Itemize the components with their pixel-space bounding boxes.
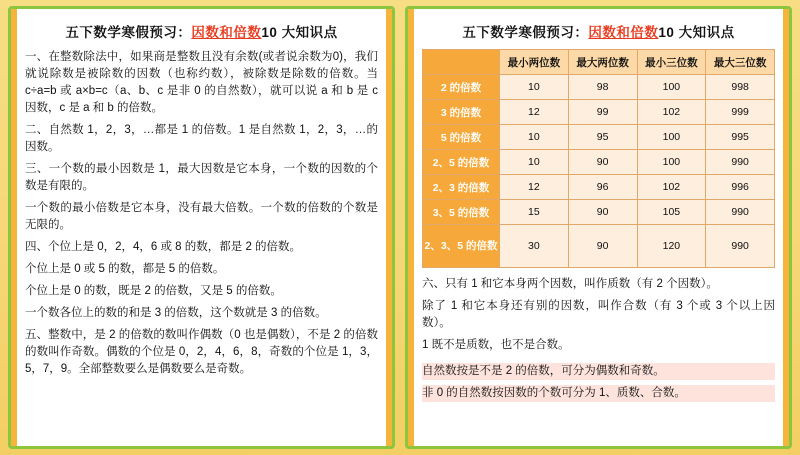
multiples-table [422, 49, 775, 268]
table-row-label-3: 2、5 的倍数 [423, 150, 500, 175]
table-cell-1-2: 102 [637, 100, 706, 125]
table-cell-6-1: 90 [568, 225, 637, 268]
left-paragraph-4: 一个数的最小倍数是它本身，没有最大倍数。一个数的倍数的个数是无限的。 [25, 202, 378, 231]
table-cell-1-3: 999 [706, 100, 775, 125]
table-cell-5-0: 15 [500, 200, 569, 225]
table-row-label-6: 2、3、5 的倍数 [423, 225, 500, 268]
table-cell-3-0: 10 [500, 150, 569, 175]
table-row-label-4: 2、3 的倍数 [423, 175, 500, 200]
left-paragraph-1: 一、在整数除法中，如果商是整数且没有余数(或者说余数为0)，我们就说除数是被除数的因数（也称约数），被除数是除数的倍数。当 c÷a=b 或 a×b=c（a、b、c 是非 0 的自然数），就可以说 a 和 b 是 c 因数，c 是 a 和 b 的倍数。 [25, 51, 378, 114]
right-title-suffix: 10 大知识点 [658, 25, 735, 40]
table-col-header-0: 最小两位数 [500, 50, 569, 75]
table-cell-4-3: 996 [706, 175, 775, 200]
table-body [423, 75, 775, 268]
left-card-content [21, 21, 382, 378]
table-row [423, 100, 775, 125]
table-cell-0-2: 100 [637, 75, 706, 100]
right-card [405, 6, 792, 449]
table-row-label-2: 5 的倍数 [423, 125, 500, 150]
table-row [423, 200, 775, 225]
table-row [423, 150, 775, 175]
table-row [423, 125, 775, 150]
table-cell-4-2: 102 [637, 175, 706, 200]
right-paragraph-2: 除了 1 和它本身还有别的因数，叫作合数（有 3 个或 3 个以上因数）。 [422, 300, 775, 329]
table-cell-0-0: 10 [500, 75, 569, 100]
table-head [423, 50, 775, 75]
table-cell-2-0: 10 [500, 125, 569, 150]
table-cell-4-1: 96 [568, 175, 637, 200]
left-paragraph-8: 一个数各位上的数的和是 3 的倍数，这个数就是 3 的倍数。 [25, 307, 327, 319]
right-card-content [418, 21, 779, 402]
table-row-label-0: 2 的倍数 [423, 75, 500, 100]
table-cell-3-1: 90 [568, 150, 637, 175]
table-row-label-1: 3 的倍数 [423, 100, 500, 125]
table-cell-5-3: 990 [706, 200, 775, 225]
table-cell-0-1: 98 [568, 75, 637, 100]
table-cell-1-1: 99 [568, 100, 637, 125]
table-header-row [423, 50, 775, 75]
table-cell-2-3: 995 [706, 125, 775, 150]
right-paragraph-5: 非 0 的自然数按因数的个数可分为 1、质数、合数。 [422, 385, 775, 402]
left-paragraph-9: 五、整数中，是 2 的倍数的数叫作偶数（0 也是偶数），不是 2 的倍数的数叫作奇数。偶数的个位是 0，2，4，6，8，奇数的个位是 1，3，5，7，9。全部整数要么是偶数要么是奇数。 [25, 329, 378, 375]
left-paragraph-2: 二、自然数 1，2，3，…都是 1 的倍数。1 是自然数 1，2，3，…的因数。 [25, 124, 378, 153]
left-paragraph-3: 三、一个数的最小因数是 1，最大因数是它本身，一个数的因数的个数是有限的。 [25, 163, 378, 192]
table-cell-6-0: 30 [500, 225, 569, 268]
table-col-header-1: 最大两位数 [568, 50, 637, 75]
left-title-prefix: 五下数学寒假预习： [65, 25, 192, 40]
left-title-highlight: 因数和倍数 [191, 25, 262, 40]
table-col-header-3: 最大三位数 [706, 50, 775, 75]
table-cell-2-1: 95 [568, 125, 637, 150]
right-paragraph-4: 自然数按是不是 2 的倍数，可分为偶数和奇数。 [422, 363, 775, 380]
right-paragraph-1: 六、只有 1 和它本身两个因数，叫作质数（有 2 个因数）。 [422, 278, 718, 290]
right-paragraph-3: 1 既不是质数，也不是合数。 [422, 339, 570, 351]
left-title-suffix: 10 大知识点 [261, 25, 338, 40]
left-title [25, 21, 378, 41]
table-cell-6-2: 120 [637, 225, 706, 268]
table-cell-0-3: 998 [706, 75, 775, 100]
table-cell-5-1: 90 [568, 200, 637, 225]
table-row [423, 75, 775, 100]
table-cell-2-2: 100 [637, 125, 706, 150]
table-cell-3-3: 990 [706, 150, 775, 175]
right-title-prefix: 五下数学寒假预习： [462, 25, 589, 40]
right-title [422, 21, 775, 41]
table-cell-4-0: 12 [500, 175, 569, 200]
table-cell-6-3: 990 [706, 225, 775, 268]
left-paragraph-6: 个位上是 0 或 5 的数，都是 5 的倍数。 [25, 263, 225, 275]
table-corner-cell [423, 50, 500, 75]
left-card [8, 6, 395, 449]
table-cell-5-2: 105 [637, 200, 706, 225]
table-cell-3-2: 100 [637, 150, 706, 175]
table-cell-1-0: 12 [500, 100, 569, 125]
table-row [423, 175, 775, 200]
table-col-header-2: 最小三位数 [637, 50, 706, 75]
right-title-highlight: 因数和倍数 [588, 25, 659, 40]
table-row [423, 225, 775, 268]
left-paragraph-5: 四、个位上是 0，2，4，6 或 8 的数，都是 2 的倍数。 [25, 241, 302, 253]
table-row-label-5: 3、5 的倍数 [423, 200, 500, 225]
left-paragraph-7: 个位上是 0 的数，既是 2 的倍数，又是 5 的倍数。 [25, 285, 282, 297]
